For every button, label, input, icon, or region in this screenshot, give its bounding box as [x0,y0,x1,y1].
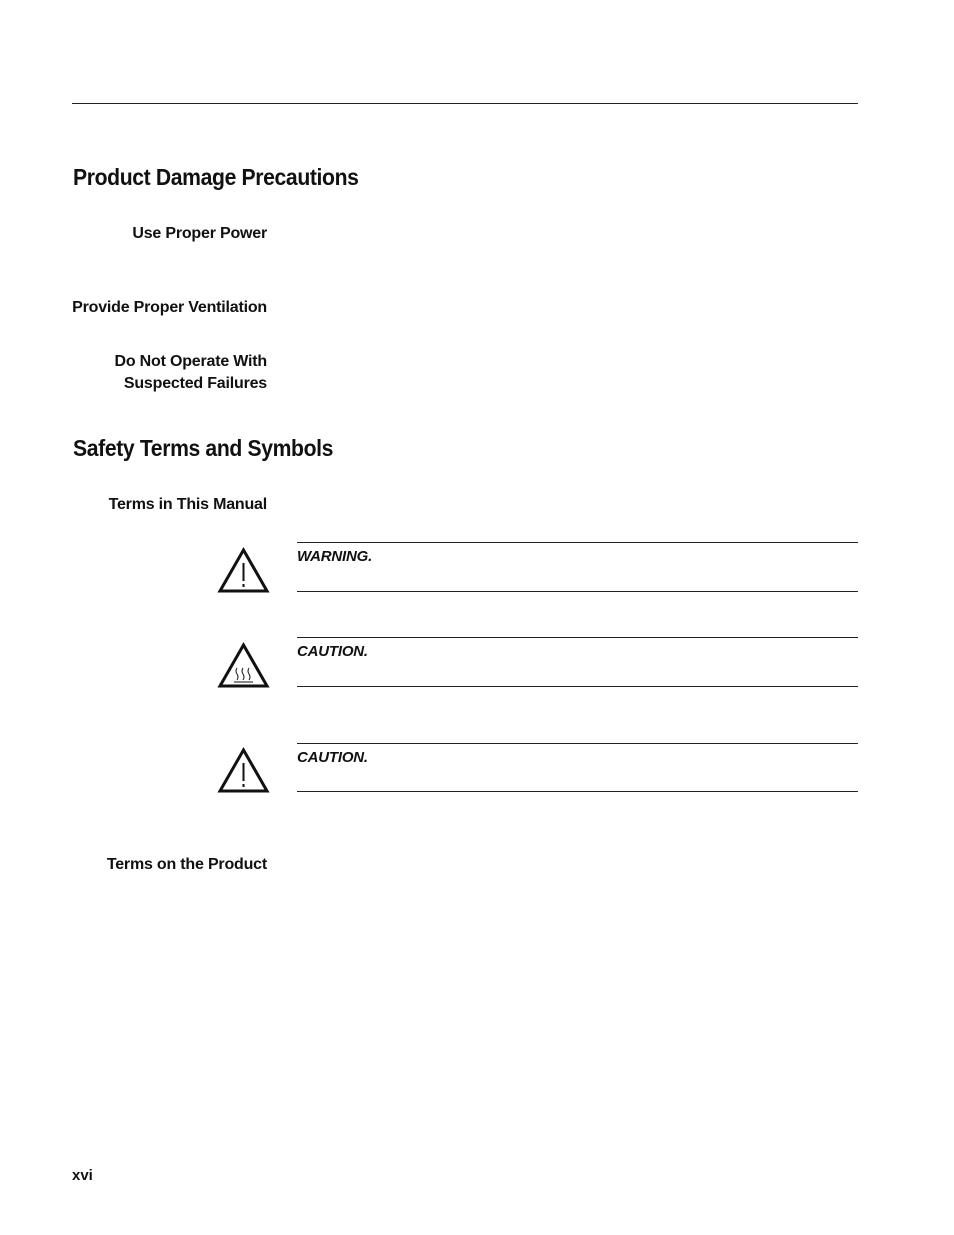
side-head-use-proper-power: Use Proper Power [132,225,267,242]
header-rule [72,103,858,104]
warning-label: WARNING. [297,548,373,565]
caution-note [297,743,858,792]
side-head-terms-manual: Terms in This Manual [108,496,267,513]
warning-triangle-icon [217,547,270,593]
side-head-line: Suspected Failures [123,375,267,392]
caution-label: CAUTION. [297,749,368,766]
side-head-ventilation: Provide Proper Ventilation [72,299,267,316]
side-head-line: Do Not Operate With [114,353,267,370]
hot-surface-icon [217,642,270,688]
section-title-safety-terms: Safety Terms and Symbols [73,435,334,461]
section-title-product-damage: Product Damage Precautions [73,164,359,190]
warning-note [297,542,858,592]
side-head-suspected-failures [67,351,267,395]
caution-label: CAUTION. [297,643,368,660]
caution-note-hot [297,637,858,687]
caution-triangle-icon [217,747,270,793]
page-number: xvi [72,1167,93,1184]
side-head-terms-product: Terms on the Product [106,856,267,873]
